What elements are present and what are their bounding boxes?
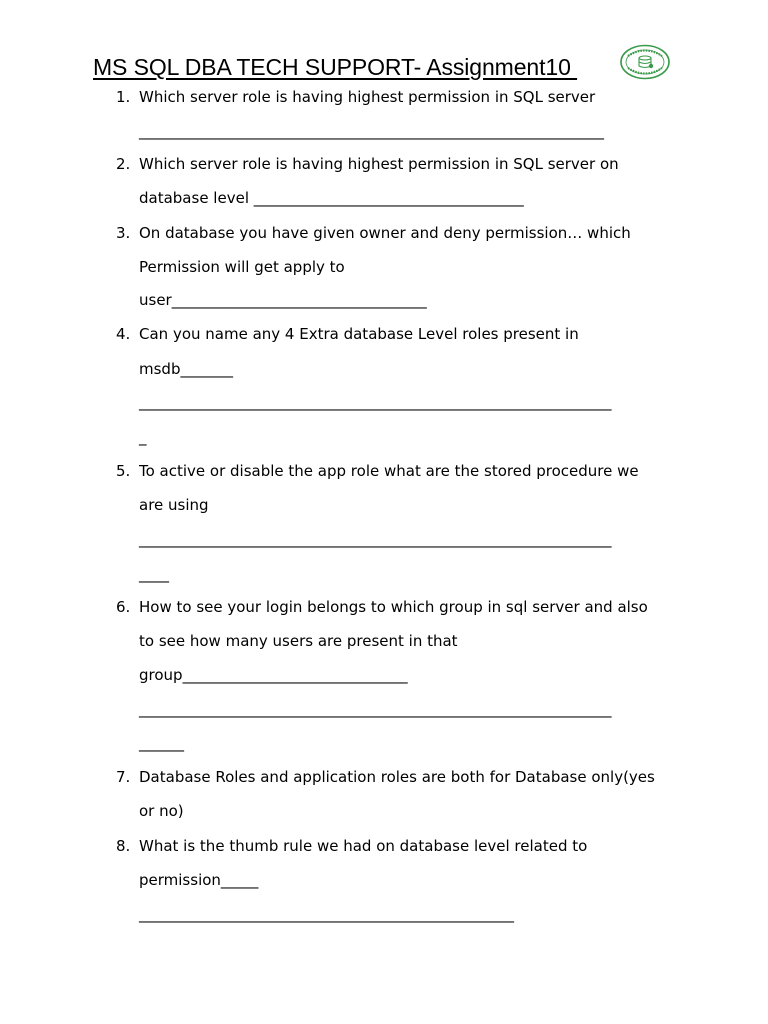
question-text: to see how many users are present in that bbox=[139, 632, 458, 650]
answer-blank: _______________________________________________________________ bbox=[139, 700, 612, 718]
question-text: How to see your login belongs to which group in sql server and also bbox=[139, 598, 648, 616]
question-number: 8. bbox=[116, 837, 131, 855]
question-number: 6. bbox=[116, 598, 131, 616]
question-number: 2. bbox=[116, 155, 131, 173]
question-text: group______________________________ bbox=[139, 666, 408, 684]
answer-blank: ______ bbox=[139, 734, 184, 752]
question-text: are using bbox=[139, 496, 209, 514]
answer-blank: __________________________________________________ bbox=[139, 905, 514, 923]
question-text: Database Roles and application roles are both for Database only(yes bbox=[139, 768, 655, 786]
question-text: or no) bbox=[139, 802, 184, 820]
question-text: On database you have given owner and deny permission… which bbox=[139, 224, 631, 242]
question-text: Can you name any 4 Extra database Level roles present in bbox=[139, 325, 579, 343]
ms-sql-dba-logo bbox=[620, 44, 670, 80]
answer-blank: ____ bbox=[139, 565, 169, 583]
question-text: msdb_______ bbox=[139, 360, 233, 378]
answer-blank: _______________________________________________________________ bbox=[139, 393, 612, 411]
question-text: What is the thumb rule we had on database level related to bbox=[139, 837, 588, 855]
question-number: 7. bbox=[116, 768, 131, 786]
page-title: MS SQL DBA TECH SUPPORT- Assignment10 bbox=[93, 54, 578, 80]
question-number: 5. bbox=[116, 462, 131, 480]
question-number: 3. bbox=[116, 224, 131, 242]
question-text: To active or disable the app role what are the stored procedure we bbox=[139, 462, 639, 480]
answer-blank: ______________________________________________________________ bbox=[139, 122, 604, 140]
answer-blank: _ bbox=[139, 428, 147, 446]
question-text: database level ____________________________________ bbox=[139, 189, 524, 207]
question-text: Which server role is having highest permission in SQL server on bbox=[139, 155, 619, 173]
question-text: user__________________________________ bbox=[139, 291, 427, 309]
question-text: Permission will get apply to bbox=[139, 258, 345, 276]
question-number: 4. bbox=[116, 325, 131, 343]
answer-blank: _______________________________________________________________ bbox=[139, 530, 612, 548]
question-number: 1. bbox=[116, 88, 131, 106]
question-text: permission_____ bbox=[139, 871, 259, 889]
question-text: Which server role is having highest permission in SQL server bbox=[139, 88, 596, 106]
